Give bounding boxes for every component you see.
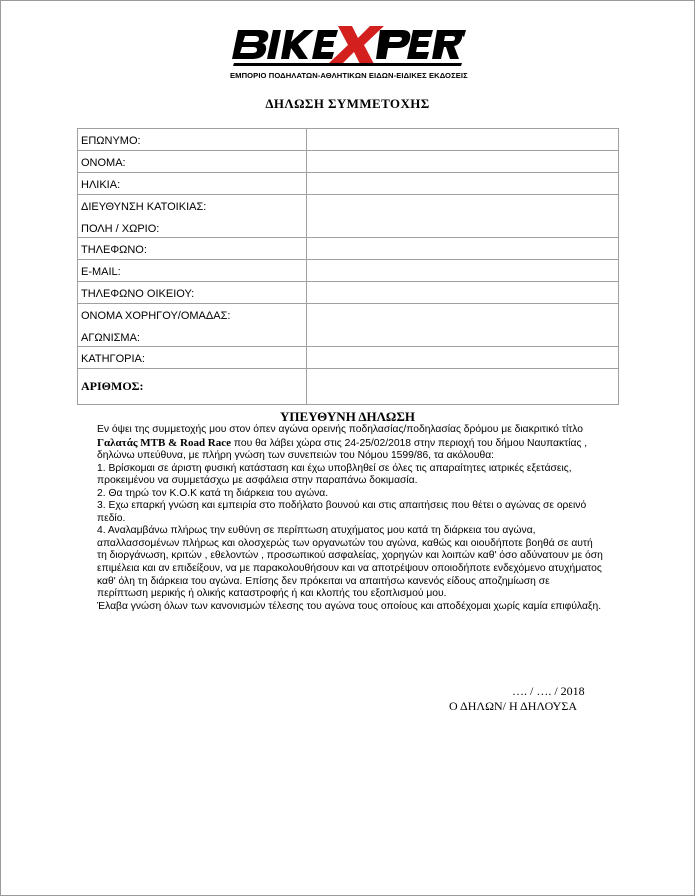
event-label: ΑΓΩΝΙΣΜΑ: <box>81 332 140 344</box>
number-label: ΑΡΙΘΜΟΣ: <box>78 369 307 405</box>
declaration-item-1: 1. Βρίσκομαι σε άριστη φυσική κατάσταση και έχω υποβληθεί σε όλες τις απαραίτητες ιατρικές εξετάσεις, προκειμένου να συμμετάσχω με ασφάλεια στην παραπάνω δοκιμασία. <box>97 462 572 487</box>
form-row-address <box>78 195 619 238</box>
surname-field[interactable] <box>307 129 619 151</box>
name-field[interactable] <box>307 151 619 173</box>
category-label: ΚΑΤΗΓΟΡΙΑ: <box>78 347 307 369</box>
form-row-surname <box>78 129 619 151</box>
declaration-body <box>97 424 603 613</box>
form-row-home-phone <box>78 282 619 304</box>
home-phone-field[interactable] <box>307 282 619 304</box>
brand-tagline: ΕΜΠΟΡΙΟ ΠΟΔΗΛΑΤΩΝ-ΑΘΛΗΤΙΚΩΝ ΕΙΔΩΝ-ΕΙΔΙΚΕΣ ΕΚΔΟΣΕΙΣ <box>230 71 468 80</box>
form-row-name <box>78 151 619 173</box>
sponsor-event-field[interactable] <box>307 304 619 347</box>
age-label: ΗΛΙΚΙΑ: <box>78 173 307 195</box>
form-row-email <box>78 260 619 282</box>
address-city-label <box>78 195 307 238</box>
form-row-number <box>78 369 619 405</box>
declaration-closing: Έλαβα γνώση όλων των κανονισμών τέλεσης του αγώνα τους οποίους και αποδέχομαι χωρίς καμία επιφύλαξη. <box>97 600 602 612</box>
email-label: E-MAIL: <box>78 260 307 282</box>
sponsor-event-label <box>78 304 307 347</box>
participant-form-table <box>77 128 619 405</box>
document-title: ΔΗΛΩΣΗ ΣΥΜΜΕΤΟΧΗΣ <box>265 96 430 111</box>
signer-label: Ο ΔΗΛΩΝ/ Η ΔΗΛΟΥΣΑ <box>449 699 577 713</box>
email-field[interactable] <box>307 260 619 282</box>
form-row-category <box>78 347 619 369</box>
bikexpert-logo <box>230 20 466 86</box>
name-label: ΟΝΟΜΑ: <box>78 151 307 173</box>
form-row-phone <box>78 238 619 260</box>
home-phone-label: ΤΗΛΕΦΩΝΟ ΟΙΚΕΙΟΥ: <box>78 282 307 304</box>
phone-label: ΤΗΛΕΦΩΝΟ: <box>78 238 307 260</box>
phone-field[interactable] <box>307 238 619 260</box>
declaration-title: ΥΠΕΥΘΥΝΗ ΔΗΛΩΣΗ <box>280 409 415 424</box>
event-name: Γαλατάς MTB & Road Race <box>97 436 232 449</box>
address-city-field[interactable] <box>307 195 619 238</box>
sponsor-label: ΟΝΟΜΑ ΧΟΡΗΓΟΥ/ΟΜΑΔΑΣ: <box>81 310 231 322</box>
declaration-item-4: 4. Αναλαμβάνω πλήρως την ευθύνη σε περίπτωση ατυχήματος μου κατά τη διάρκεια του αγώνα, απαλλασσομένων πλήρως και ολοσχερώς των οργανωτών του αγώνα, καθώς και οιουδήποτε βοηθά σε αυτή τη διοργάνωση, κριτών , εθελοντών , προσωπικού ασφαλείας, χορηγών και λοιπών καθ' όσο αδύνατουν με όση επιμέλεια και αν επιδείξουν, να με παρακολουθήσουν και να αποτρέψουν οποιοδήποτε ενδεχόμενο ατυχήματος καθ' όλη τη διάρκεια του αγώνα. Επίσης δεν πρόκειται να απαιτήσω κανενός είδους αποζημίωση σε περίπτωση μερικής ή ολικής καταστροφής ή και κλοπής του εξοπλισμού μου. <box>97 525 603 600</box>
city-label: ΠΟΛΗ / ΧΩΡΙΟ: <box>81 223 160 235</box>
bikexpert-wordmark <box>230 20 466 70</box>
signature-date[interactable]: …. / …. / 2018 <box>512 684 585 698</box>
address-label: ΔΙΕΥΘΥΝΣΗ ΚΑΤΟΙΚΙΑΣ: <box>81 201 207 213</box>
surname-label: ΕΠΩΝΥΜΟ: <box>78 129 307 151</box>
declaration-item-2: 2. Θα τηρώ τον Κ.Ο.Κ κατά τη διάρκεια του αγώνα. <box>97 487 329 499</box>
category-field[interactable] <box>307 347 619 369</box>
number-field[interactable] <box>307 369 619 405</box>
form-row-age <box>78 173 619 195</box>
declaration-item-3: 3. Εχω επαρκή γνώση και εμπειρία στο ποδήλατο βουνού και στις απαιτήσεις που θέτει ο αγώνας σε ορεινό πεδίο. <box>97 500 587 524</box>
age-field[interactable] <box>307 173 619 195</box>
declaration-intro: Εν όψει της συμμετοχής μου στον όπεν αγώνα ορεινής ποδηλασίας/ποδηλασίας δρόμου με διακριτικό τίτλο Γαλατάς MTB & Road Race που θα λάβει χώρα στις 24-25/02/2018 στην περιοχή του δήμου Ναυπακτίας , δηλώνω υπεύθυνα, με πλήρη γνώση των συνεπειών του Νόμου 1599/86, τα ακόλουθα: <box>97 424 588 462</box>
form-row-sponsor <box>78 304 619 347</box>
